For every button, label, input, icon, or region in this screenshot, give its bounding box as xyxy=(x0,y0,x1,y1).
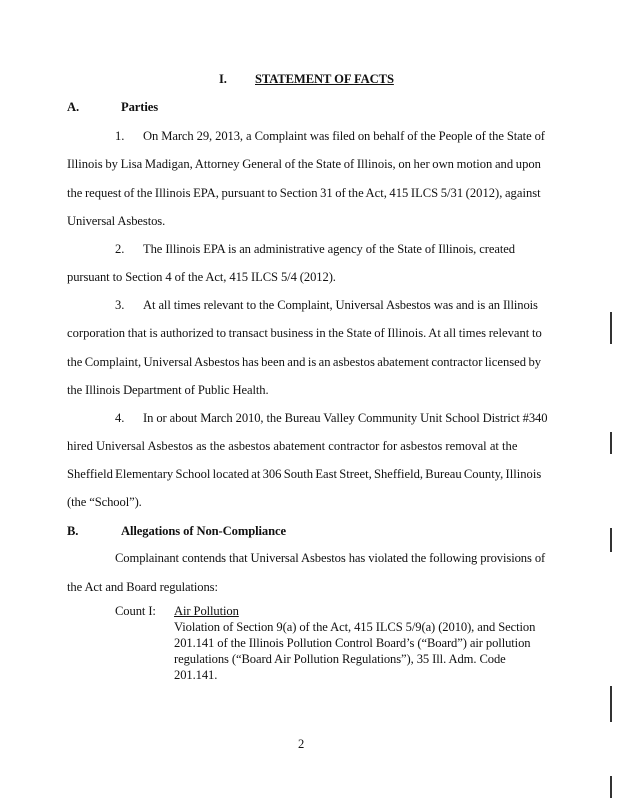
page-title: STATEMENT OF FACTS xyxy=(255,72,394,86)
para4-line-3: Sheffield Elementary School located at 306 South East Street, Sheffield, Bureau County, Illinois xyxy=(67,467,542,481)
complainant-line-2: the Act and Board regulations: xyxy=(67,580,218,594)
para3-line-4: the Illinois Department of Public Health. xyxy=(67,383,269,397)
count1-label: Count I: xyxy=(115,604,156,618)
para1-number: 1. xyxy=(115,129,125,143)
count1-line-3: regulations (“Board Air Pollution Regulations”), 35 Ill. Adm. Code xyxy=(174,652,506,666)
para4-line-2: hired Universal Asbestos as the asbestos abatement contractor for asbestos removal at the xyxy=(67,439,518,453)
section-a-letter: A. xyxy=(67,100,80,114)
count1-line-2: 201.141 of the Illinois Pollution Control Board’s (“Board”) air pollution xyxy=(174,636,531,650)
section-b-letter: B. xyxy=(67,524,79,538)
section-b-title: Allegations of Non-Compliance xyxy=(121,524,287,538)
para4-number: 4. xyxy=(115,411,125,425)
para1-line-3: the request of the Illinois EPA, pursuant to Section 31 of the Act, 415 ILCS 5/31 (2012), against xyxy=(67,186,541,200)
count1-line-1: Violation of Section 9(a) of the Act, 415 ILCS 5/9(a) (2010), and Section xyxy=(174,620,536,634)
scan-edge-mark xyxy=(610,432,612,454)
complainant-line-1: Complainant contends that Universal Asbestos has violated the following provisions of xyxy=(115,551,546,565)
scan-edge-mark xyxy=(610,686,612,722)
para1-line-2: Illinois by Lisa Madigan, Attorney General of the State of Illinois, on her own motion and upon xyxy=(67,157,541,171)
heading-number: I. xyxy=(219,72,227,86)
para3-line-3: the Complaint, Universal Asbestos has been and is an asbestos abatement contractor licensed by xyxy=(67,355,542,369)
para2-line-1: The Illinois EPA is an administrative agency of the State of Illinois, created xyxy=(143,242,515,256)
para1-line-4: Universal Asbestos. xyxy=(67,214,166,228)
para2-number: 2. xyxy=(115,242,125,256)
scan-edge-mark xyxy=(610,528,612,552)
scan-edge-mark xyxy=(610,776,612,798)
para4-line-4: (the “School”). xyxy=(67,495,142,509)
scan-edge-mark xyxy=(610,312,612,344)
section-a-title: Parties xyxy=(121,100,159,114)
para4-line-1: In or about March 2010, the Bureau Valley Community Unit School District #340 xyxy=(143,411,548,425)
para3-line-2: corporation that is authorized to transact business in the State of Illinois. At all times relevant to xyxy=(67,326,542,340)
para2-line-2: pursuant to Section 4 of the Act, 415 ILCS 5/4 (2012). xyxy=(67,270,336,284)
para3-line-1: At all times relevant to the Complaint, Universal Asbestos was and is an Illinois xyxy=(143,298,538,312)
para3-number: 3. xyxy=(115,298,125,312)
para1-line-1: On March 29, 2013, a Complaint was filed on behalf of the People of the State of xyxy=(143,129,545,143)
count1-line-4: 201.141. xyxy=(174,668,218,682)
count1-title: Air Pollution xyxy=(174,604,239,618)
page-number: 2 xyxy=(298,737,305,751)
